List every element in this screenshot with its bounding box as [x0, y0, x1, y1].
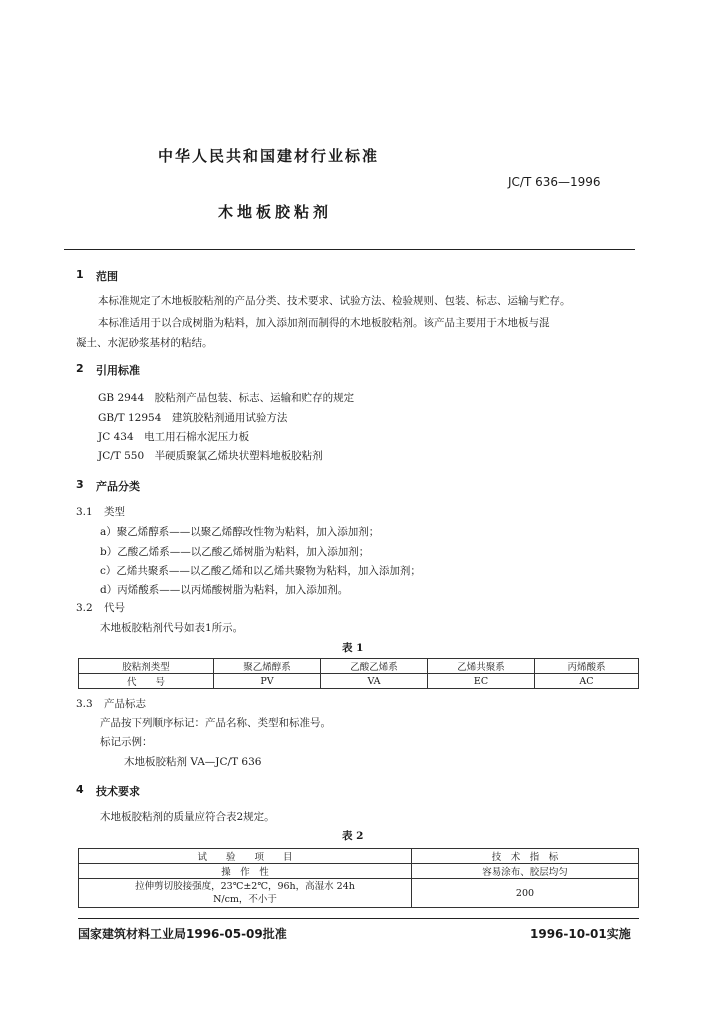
section-2-number: 2	[76, 362, 84, 375]
reference-item: GB 2944 胶粘剂产品包装、标志、运输和贮存的规定	[98, 392, 355, 404]
subsection-3-3-text: 产品按下列顺序标记：产品名称、类型和标准号。	[100, 717, 331, 729]
table-header-cell: 聚乙烯醇系	[214, 659, 321, 674]
subsection-3-3-title: 产品标志	[104, 698, 146, 710]
table-cell: 代 号	[79, 674, 214, 689]
section-3-number: 3	[76, 478, 84, 491]
subsection-3-2-text: 木地板胶粘剂代号如表1所示。	[100, 622, 244, 634]
type-item: c）乙烯共聚系——以乙酸乙烯和以乙烯共聚物为粘料，加入添加剂；	[100, 565, 421, 577]
table-header-cell: 乙酸乙烯系	[321, 659, 428, 674]
subsection-3-3-number: 3.3	[76, 698, 93, 710]
table-cell: 操 作 性	[79, 864, 412, 879]
marking-example: 木地板胶粘剂 VA—JC/T 636	[124, 756, 262, 768]
section-4-title: 技术要求	[96, 785, 140, 798]
reference-item: GB/T 12954 建筑胶粘剂通用试验方法	[98, 412, 288, 424]
footer-rule	[78, 918, 639, 919]
table-row	[79, 879, 639, 908]
table-header-cell: 胶粘剂类型	[79, 659, 214, 674]
table-header-cell: 丙烯酸系	[535, 659, 639, 674]
org-title: 中华人民共和国建材行业标准	[158, 147, 380, 165]
table-row	[79, 864, 639, 879]
table-cell-line: N/cm，不小于	[213, 894, 277, 905]
table-cell: AC	[535, 674, 639, 689]
type-item: a）聚乙烯醇系——以聚乙烯醇改性物为粘料，加入添加剂；	[100, 526, 380, 538]
subsection-3-1-number: 3.1	[76, 506, 93, 518]
section-1-paragraph-2a: 本标准适用于以合成树脂为粘料，加入添加剂而制得的木地板胶粘剂。该产品主要用于木地板与混	[98, 317, 550, 329]
section-3-title: 产品分类	[96, 480, 140, 493]
table-2-caption: 表 2	[342, 830, 364, 842]
table-row	[79, 674, 639, 689]
reference-item: JC/T 550 半硬质聚氯乙烯块状塑料地板胶粘剂	[98, 450, 323, 462]
table-row	[79, 659, 639, 674]
table-header-cell: 乙烯共聚系	[428, 659, 535, 674]
section-1-paragraph-2b: 凝土、水泥砂浆基材的粘结。	[76, 337, 213, 349]
type-item: b）乙酸乙烯系——以乙酸乙烯树脂为粘料，加入添加剂；	[100, 546, 370, 558]
section-4-number: 4	[76, 783, 84, 796]
section-2-title: 引用标准	[96, 364, 140, 377]
subsection-3-2-number: 3.2	[76, 602, 93, 614]
section-1-number: 1	[76, 268, 84, 281]
table-header-cell: 试 验 项 目	[79, 849, 412, 864]
standard-number: JC/T 636—1996	[508, 175, 601, 189]
table-cell: PV	[214, 674, 321, 689]
table-cell	[79, 879, 412, 908]
table-cell-line: 拉伸剪切胶接强度，23℃±2℃，96h，高湿水 24h	[135, 881, 355, 892]
subsection-3-2-title: 代号	[104, 602, 125, 614]
table-row	[79, 849, 639, 864]
table-1-caption: 表 1	[342, 642, 364, 654]
reference-item: JC 434 电工用石棉水泥压力板	[98, 431, 250, 443]
table-cell: 200	[412, 879, 639, 908]
section-1-paragraph-1: 本标准规定了木地板胶粘剂的产品分类、技术要求、试验方法、检验规则、包装、标志、运输与贮存。	[98, 295, 571, 307]
section-1-title: 范围	[96, 270, 118, 283]
section-4-text: 木地板胶粘剂的质量应符合表2规定。	[100, 811, 275, 823]
marking-example-label: 标记示例：	[100, 736, 153, 748]
issuer-approval: 国家建筑材料工业局1996-05-09批准	[78, 927, 287, 941]
header-rule	[64, 249, 635, 250]
type-item: d）丙烯酸系——以丙烯酸树脂为粘料，加入添加剂。	[100, 584, 349, 596]
subsection-3-1-title: 类型	[104, 506, 125, 518]
table-1	[78, 658, 639, 689]
document-title: 木地板胶粘剂	[218, 203, 333, 221]
table-cell: EC	[428, 674, 535, 689]
table-2	[78, 848, 639, 908]
effective-date: 1996-10-01实施	[530, 927, 631, 941]
table-header-cell: 技 术 指 标	[412, 849, 639, 864]
table-cell: 容易涂布、胶层均匀	[412, 864, 639, 879]
table-cell: VA	[321, 674, 428, 689]
